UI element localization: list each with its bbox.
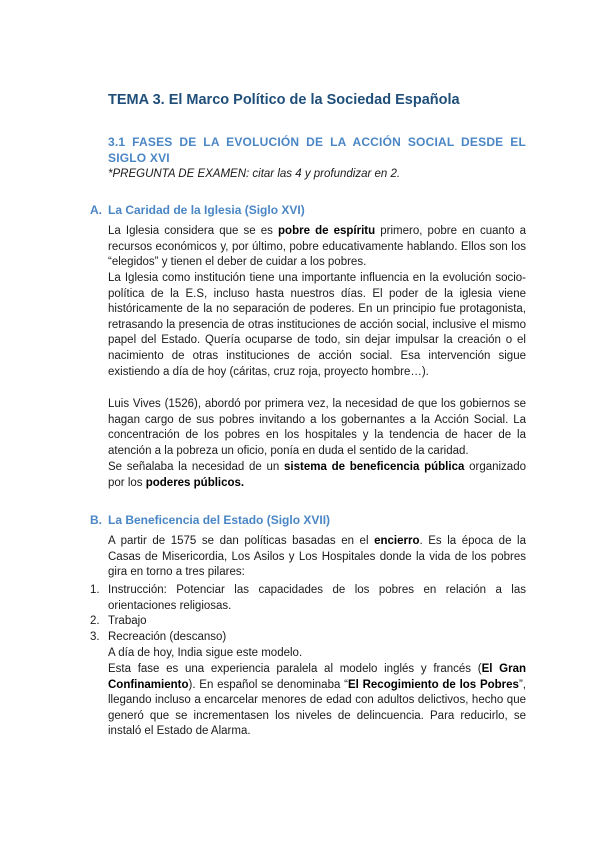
list-item: 1. Instrucción: Potenciar las capacidades de los pobres en relación a las orientaciones religiosas. [90, 584, 526, 612]
part-a-paragraph-3: Luis Vives (1526), abordó por primera vez, la necesidad de que los gobiernos se hagan cargo de sus pobres invitando a los gobernantes a la Acción Social. La concentración de los pobres en los hospitales y la tendencia de hacer de la atención a la pobreza un oficio, ponía en duda el sentido de la caridad. [108, 398, 526, 457]
part-b-paragraph-3: Esta fase es una experiencia paralela al modelo inglés y francés (El Gran Confinamiento). En español se denominaba “El Recogimiento de los Pobres”, llegando incluso a encarcelar menores de edad con adultos delictivos, hecho que generó que se incrementasen los niveles de delincuencia. Para reducirlo, se instaló el Estado de Alarma. [108, 663, 527, 738]
section-heading: 3.1 FASES DE LA EVOLUCIÓN DE LA ACCIÓN SOCIAL DESDE EL SIGLO XVI [108, 135, 526, 165]
part-b-letter: B. [90, 513, 102, 527]
exam-note: *PREGUNTA DE EXAMEN: citar las 4 y profundizar en 2. [108, 168, 401, 180]
part-a-letter: A. [90, 203, 102, 217]
part-b-heading [90, 513, 330, 527]
gran-confinamiento-bold: El Gran Confinamiento [108, 663, 527, 691]
page-title: TEMA 3. El Marco Político de la Sociedad Española [108, 92, 460, 108]
recogimiento-bold: El Recogimiento de los Pobres [347, 678, 519, 691]
part-a-paragraph-4: Se señalaba la necesidad de un sistema de beneficencia pública organizado por los poderes públicos. [108, 461, 526, 489]
sistema-beneficencia-bold: sistema de beneficencia pública [284, 461, 465, 473]
part-a-paragraph-1: La Iglesia considera que se es pobre de espíritu primero, pobre en cuanto a recursos económicos y, por último, pobre educativamente hablando. Ellos son los “elegidos” y tienen el deber de cuidar a los pobres. [108, 225, 527, 269]
part-a-paragraph-2: La Iglesia como institución tiene una importante influencia en la evolución socio-política de la E.S, incluso hasta nuestros días. El poder de la iglesia viene históricamente de la no separación de poderes. En un principio fue protagonista, retrasando la presencia de otras instituciones de acción social, inclusive el mismo papel del Estado. Quería ocuparse de todo, sin dejar impulsar la creación o el nacimiento de otras instituciones de acción social. Esa intervención sigue existiendo a día de hoy (cáritas, cruz roja, proyecto hombre…). [108, 272, 526, 378]
part-b-title: La Beneficencia del Estado (Siglo XVII) [108, 513, 331, 527]
list-item: 3. Recreación (descanso) [90, 630, 227, 643]
part-a-heading [90, 203, 305, 217]
pobre-de-espiritu-bold: pobre de espíritu [278, 225, 376, 237]
part-a-title: La Caridad de la Iglesia (Siglo XVI) [108, 203, 305, 217]
pillars-list [90, 583, 526, 645]
part-b-paragraph-2: A día de hoy, India sigue este modelo. [108, 647, 303, 659]
list-item: 2. Trabajo [90, 615, 147, 628]
poderes-publicos-bold: poderes públicos. [145, 476, 245, 489]
part-b-paragraph-1: A partir de 1575 se dan políticas basadas en el encierro. Es la época de la Casas de Misericordia, Los Asilos y Los Hospitales donde la vida de los pobres gira en torno a tres pilares: [108, 535, 526, 579]
encierro-bold: encierro [374, 535, 420, 547]
